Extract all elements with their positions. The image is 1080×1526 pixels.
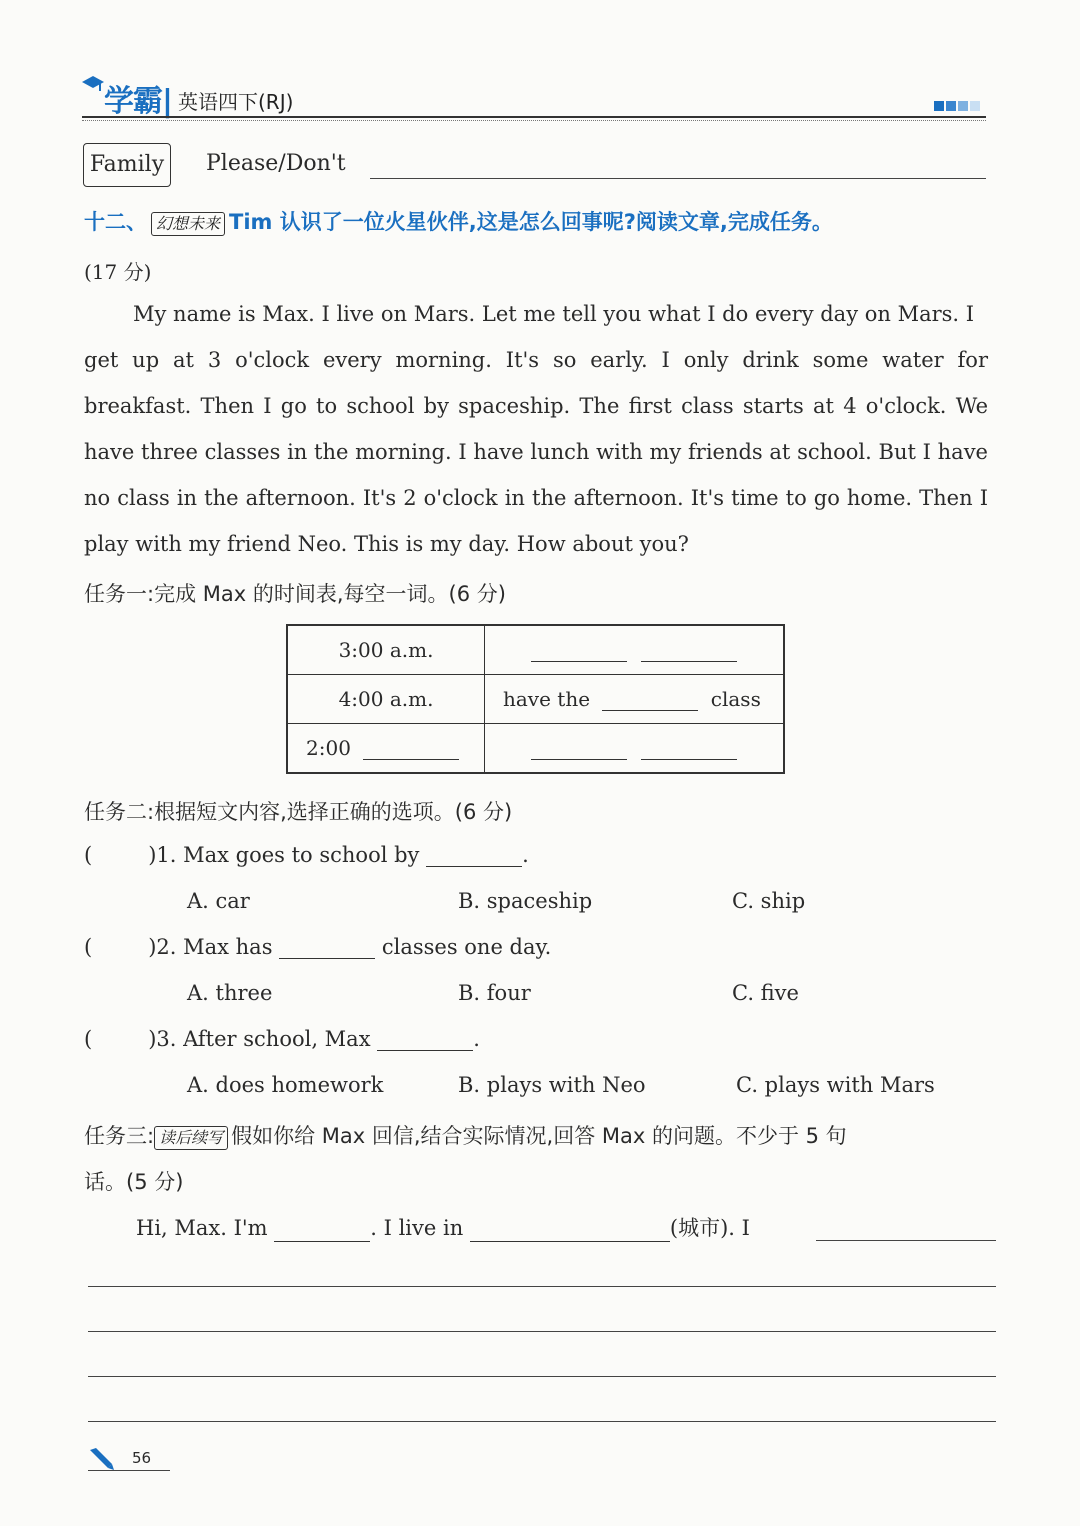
answer-paren[interactable]: ( <box>84 935 93 959</box>
logo-text: 学霸 <box>104 84 162 119</box>
question-3 <box>84 1027 480 1051</box>
blank[interactable] <box>531 641 627 662</box>
blank[interactable] <box>363 739 459 760</box>
answer-paren[interactable]: ( <box>84 1027 93 1051</box>
activity-cell <box>485 724 785 774</box>
time-cell: 3:00 a.m. <box>287 625 485 675</box>
family-answer-line[interactable] <box>370 178 986 179</box>
page-number: 56 <box>132 1449 152 1467</box>
time-cell <box>287 724 485 774</box>
writing-line[interactable] <box>88 1331 996 1332</box>
table-row <box>287 625 784 675</box>
header-divider <box>82 116 986 121</box>
task3-heading: 假如你给 Max 回信,结合实际情况,回答 Max 的问题。不少于 5 句 <box>231 1124 847 1148</box>
writing-line[interactable] <box>88 1376 996 1377</box>
section-number: 十二、 <box>84 210 147 234</box>
letter-live: . I live in <box>370 1216 464 1240</box>
section-title <box>84 206 833 236</box>
passage-line: no class in the afternoon. It's 2 o'clock in the afternoon. It's time to go home. Then I <box>84 486 988 510</box>
task3-prefix: 任务三: <box>84 1124 155 1148</box>
letter-start <box>136 1212 750 1242</box>
logo: 学霸| <box>82 76 172 120</box>
family-text: Please/Don't <box>206 151 346 176</box>
blank[interactable] <box>602 690 698 711</box>
option-c[interactable]: C. five <box>732 981 799 1005</box>
book-title: 英语四下(RJ) <box>178 90 294 114</box>
family-box: Family <box>83 143 171 187</box>
option-c[interactable]: C. ship <box>732 889 806 913</box>
task2-title: 任务二:根据短文内容,选择正确的选项。(6 分) <box>84 800 513 824</box>
time-text: 2:00 <box>306 736 351 760</box>
blank[interactable] <box>641 641 737 662</box>
blank[interactable] <box>531 739 627 760</box>
task1-title: 任务一:完成 Max 的时间表,每空一词。(6 分) <box>84 582 506 606</box>
table-row <box>287 724 784 774</box>
question-end: . <box>522 843 529 867</box>
option-a[interactable]: A. car <box>187 889 250 913</box>
task3-tag: 读后续写 <box>154 1126 228 1150</box>
activity-cell <box>485 625 785 675</box>
option-b[interactable]: B. plays with Neo <box>458 1073 646 1097</box>
pen-icon <box>88 1448 114 1470</box>
section-tag: 幻想未来 <box>151 212 225 236</box>
page-number-line <box>88 1470 170 1471</box>
question-1 <box>84 843 529 867</box>
blank[interactable] <box>377 1030 473 1051</box>
passage-line: have three classes in the morning. I have lunch with my friends at school. But I have <box>84 440 988 464</box>
schedule-table <box>286 624 785 774</box>
blank[interactable] <box>426 846 522 867</box>
time-cell: 4:00 a.m. <box>287 675 485 724</box>
question-end: . <box>473 1027 480 1051</box>
question-text: )3. After school, Max <box>148 1027 371 1051</box>
section-score: (17 分) <box>84 260 152 284</box>
blank[interactable] <box>279 938 375 959</box>
passage-line: play with my friend Neo. This is my day. How about you? <box>84 532 689 556</box>
answer-paren[interactable]: ( <box>84 843 93 867</box>
passage-line: breakfast. Then I go to school by spaceship. The first class starts at 4 o'clock. We <box>84 394 988 418</box>
question-text: )1. Max goes to school by <box>148 843 420 867</box>
option-b[interactable]: B. four <box>458 981 531 1005</box>
question-text: )2. Max has <box>148 935 273 959</box>
header-squares-icon <box>934 96 982 115</box>
section-heading: Tim 认识了一位火星伙伴,这是怎么回事呢?阅读文章,完成任务。 <box>229 210 833 234</box>
question-end: classes one day. <box>381 935 552 959</box>
letter-city: (城市). I <box>669 1216 750 1240</box>
name-blank[interactable] <box>274 1221 370 1242</box>
blank[interactable] <box>641 739 737 760</box>
option-c[interactable]: C. plays with Mars <box>736 1073 935 1097</box>
graduation-cap-icon <box>82 76 104 92</box>
question-2 <box>84 935 551 959</box>
letter-hi: Hi, Max. I'm <box>136 1216 268 1240</box>
activity-post: class <box>710 687 761 711</box>
table-row <box>287 675 784 724</box>
option-b[interactable]: B. spaceship <box>458 889 593 913</box>
passage-line: My name is Max. I live on Mars. Let me tell you what I do every day on Mars. I <box>133 302 975 326</box>
option-a[interactable]: A. three <box>187 981 273 1005</box>
task3-title-line2: 话。(5 分) <box>84 1170 184 1194</box>
activity-pre: have the <box>503 687 591 711</box>
writing-line[interactable] <box>816 1240 996 1241</box>
option-a[interactable]: A. does homework <box>187 1073 384 1097</box>
activity-cell <box>485 675 785 724</box>
passage-line: get up at 3 o'clock every morning. It's so early. I only drink some water for <box>84 348 988 372</box>
writing-line[interactable] <box>88 1421 996 1422</box>
writing-line[interactable] <box>88 1286 996 1287</box>
city-blank[interactable] <box>470 1221 670 1242</box>
task3-title <box>84 1120 847 1150</box>
